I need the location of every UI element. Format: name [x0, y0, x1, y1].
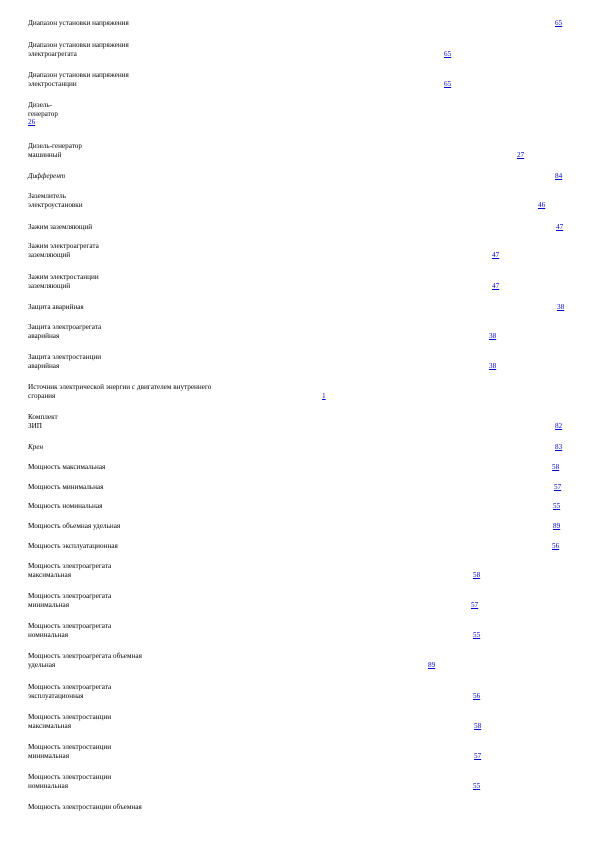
- page-number-link[interactable]: 89: [553, 522, 561, 530]
- index-term-line: Мощность электроагрегата: [28, 562, 112, 570]
- index-entry: [28, 743, 567, 760]
- index-term-line: минимальная: [28, 751, 70, 760]
- index-entry: [28, 622, 567, 639]
- page-number-link[interactable]: 58: [474, 721, 482, 730]
- page-number-link[interactable]: 38: [489, 361, 497, 370]
- index-term-line: Мощность объемная удельная: [28, 522, 121, 530]
- index-entry: [28, 323, 567, 340]
- index-entry: [28, 463, 567, 472]
- index-entry: [28, 383, 567, 400]
- index-term-line: аварийная: [28, 361, 60, 370]
- index-term-line: заземляющий: [28, 281, 71, 290]
- page-number-link[interactable]: 57: [471, 600, 479, 609]
- index-entry: [28, 19, 567, 28]
- index-term-line: Заземлитель: [28, 192, 66, 200]
- index-term-line: электроагрегата: [28, 49, 77, 58]
- index-term-line: Мощность электростанции объемная: [28, 803, 142, 811]
- index-term-line: Защита электростанции: [28, 353, 102, 361]
- index-term-line: Мощность электростанции: [28, 773, 112, 781]
- index-entry: [28, 773, 567, 790]
- index-term-line: Крен: [28, 443, 44, 451]
- index-entry: [28, 522, 567, 531]
- page-number-link[interactable]: 58: [552, 463, 560, 471]
- index-term-line: Источник электрической энергии с двигателем внутреннего: [28, 383, 212, 391]
- page-number-link[interactable]: 65: [555, 19, 563, 27]
- page-number-link[interactable]: 38: [489, 331, 497, 340]
- index-term-line: электростанции: [28, 79, 77, 88]
- page-number-link[interactable]: 47: [492, 281, 500, 290]
- index-term-line: ЗИП: [28, 421, 42, 430]
- index-term-line: удельная: [28, 660, 56, 669]
- index-term-line: Дифферент: [28, 172, 66, 180]
- index-term-line: Зажим электроагрегата: [28, 242, 99, 250]
- page-number-link[interactable]: 47: [556, 223, 564, 231]
- page-number-link[interactable]: 65: [444, 79, 452, 88]
- index-entry: [28, 273, 567, 290]
- index-term-line: Дизель-: [28, 101, 53, 109]
- index-term-line: Защита аварийная: [28, 303, 84, 311]
- index-entry: [28, 172, 567, 181]
- index-term-line: заземляющий: [28, 250, 71, 259]
- index-term-line: Комплект: [28, 413, 58, 421]
- index-entry: [28, 142, 567, 159]
- index-entry: [28, 353, 567, 370]
- index-entry: [28, 483, 567, 492]
- page-number-link[interactable]: 55: [553, 502, 561, 510]
- index-entry: [28, 592, 567, 609]
- index-entry: [28, 242, 567, 259]
- index-term-line: Мощность эксплуатационная: [28, 542, 118, 550]
- page-number-link[interactable]: 84: [555, 172, 563, 180]
- index-term-line: Мощность минимальная: [28, 483, 104, 491]
- index-entry: [28, 101, 567, 127]
- index-term-line: электроустановки: [28, 200, 83, 209]
- index-term-line: Мощность максимальная: [28, 463, 106, 471]
- index-entry: [28, 192, 567, 209]
- page-number-link[interactable]: 82: [555, 421, 563, 430]
- index-entry: [28, 502, 567, 511]
- index-term-line: Дизель-генератор: [28, 142, 82, 150]
- index-term-line: номинальная: [28, 630, 69, 639]
- page-number-link[interactable]: 47: [492, 250, 500, 259]
- index-entry: [28, 683, 567, 700]
- page-number-link[interactable]: 56: [552, 542, 560, 550]
- page-number-link[interactable]: 27: [517, 150, 525, 159]
- index-term-line: минимальная: [28, 600, 70, 609]
- page-number-link[interactable]: 83: [555, 443, 563, 451]
- page-number-link[interactable]: 58: [473, 570, 481, 579]
- index-entry: [28, 713, 567, 730]
- index-term-line: сгорания: [28, 391, 56, 400]
- index-entry: [28, 562, 567, 579]
- index-entry: [28, 413, 567, 430]
- index-term-line: Диапазон установки напряжения: [28, 19, 129, 27]
- index-term-line: Защита электроагрегата: [28, 323, 102, 331]
- page-number-link[interactable]: 57: [554, 483, 562, 491]
- index-term-line: Диапазон установки напряжения: [28, 41, 129, 49]
- page-number-link[interactable]: 55: [473, 781, 481, 790]
- page-number-link[interactable]: 56: [473, 691, 481, 700]
- index-entry: [28, 71, 567, 88]
- index-term-line: Диапазон установки напряжения: [28, 71, 129, 79]
- index-term-line: максимальная: [28, 570, 71, 579]
- index-entry: [28, 803, 567, 812]
- index-entry: [28, 303, 567, 312]
- index-entry: [28, 223, 567, 232]
- index-entry: [28, 542, 567, 551]
- page-number-link[interactable]: 55: [473, 630, 481, 639]
- page-number-link[interactable]: 57: [474, 751, 482, 760]
- page-number-link[interactable]: 26: [28, 118, 36, 127]
- index-entry: [28, 443, 567, 452]
- index-term-line: Мощность электростанции: [28, 713, 112, 721]
- page-number-link[interactable]: 1: [322, 391, 326, 400]
- index-term-line: Мощность номинальная: [28, 502, 103, 510]
- index-term-line: максимальная: [28, 721, 71, 730]
- page-number-link[interactable]: 46: [538, 200, 546, 209]
- index-term-line: Мощность электростанции: [28, 743, 112, 751]
- index-entry: [28, 652, 567, 669]
- index-term-line: Мощность электроагрегата объемная: [28, 652, 142, 660]
- index-term-line: машинный: [28, 150, 62, 159]
- page-number-link[interactable]: 89: [428, 660, 436, 669]
- index-term-line: Мощность электроагрегата: [28, 622, 112, 630]
- index-term-line: Зажим заземляющий: [28, 223, 93, 231]
- index-term-line: аварийная: [28, 331, 60, 340]
- index-term-line: Зажим электростанции: [28, 273, 99, 281]
- index-term-line: эксплуатационная: [28, 691, 84, 700]
- index-term-line: Мощность электроагрегата: [28, 683, 112, 691]
- index-entry: [28, 41, 567, 58]
- page-number-link[interactable]: 65: [444, 49, 452, 58]
- page-number-link[interactable]: 38: [557, 303, 565, 311]
- index-term-line: номинальная: [28, 781, 69, 790]
- index-term-line: Мощность электроагрегата: [28, 592, 112, 600]
- index-term-line: генератор: [28, 109, 58, 118]
